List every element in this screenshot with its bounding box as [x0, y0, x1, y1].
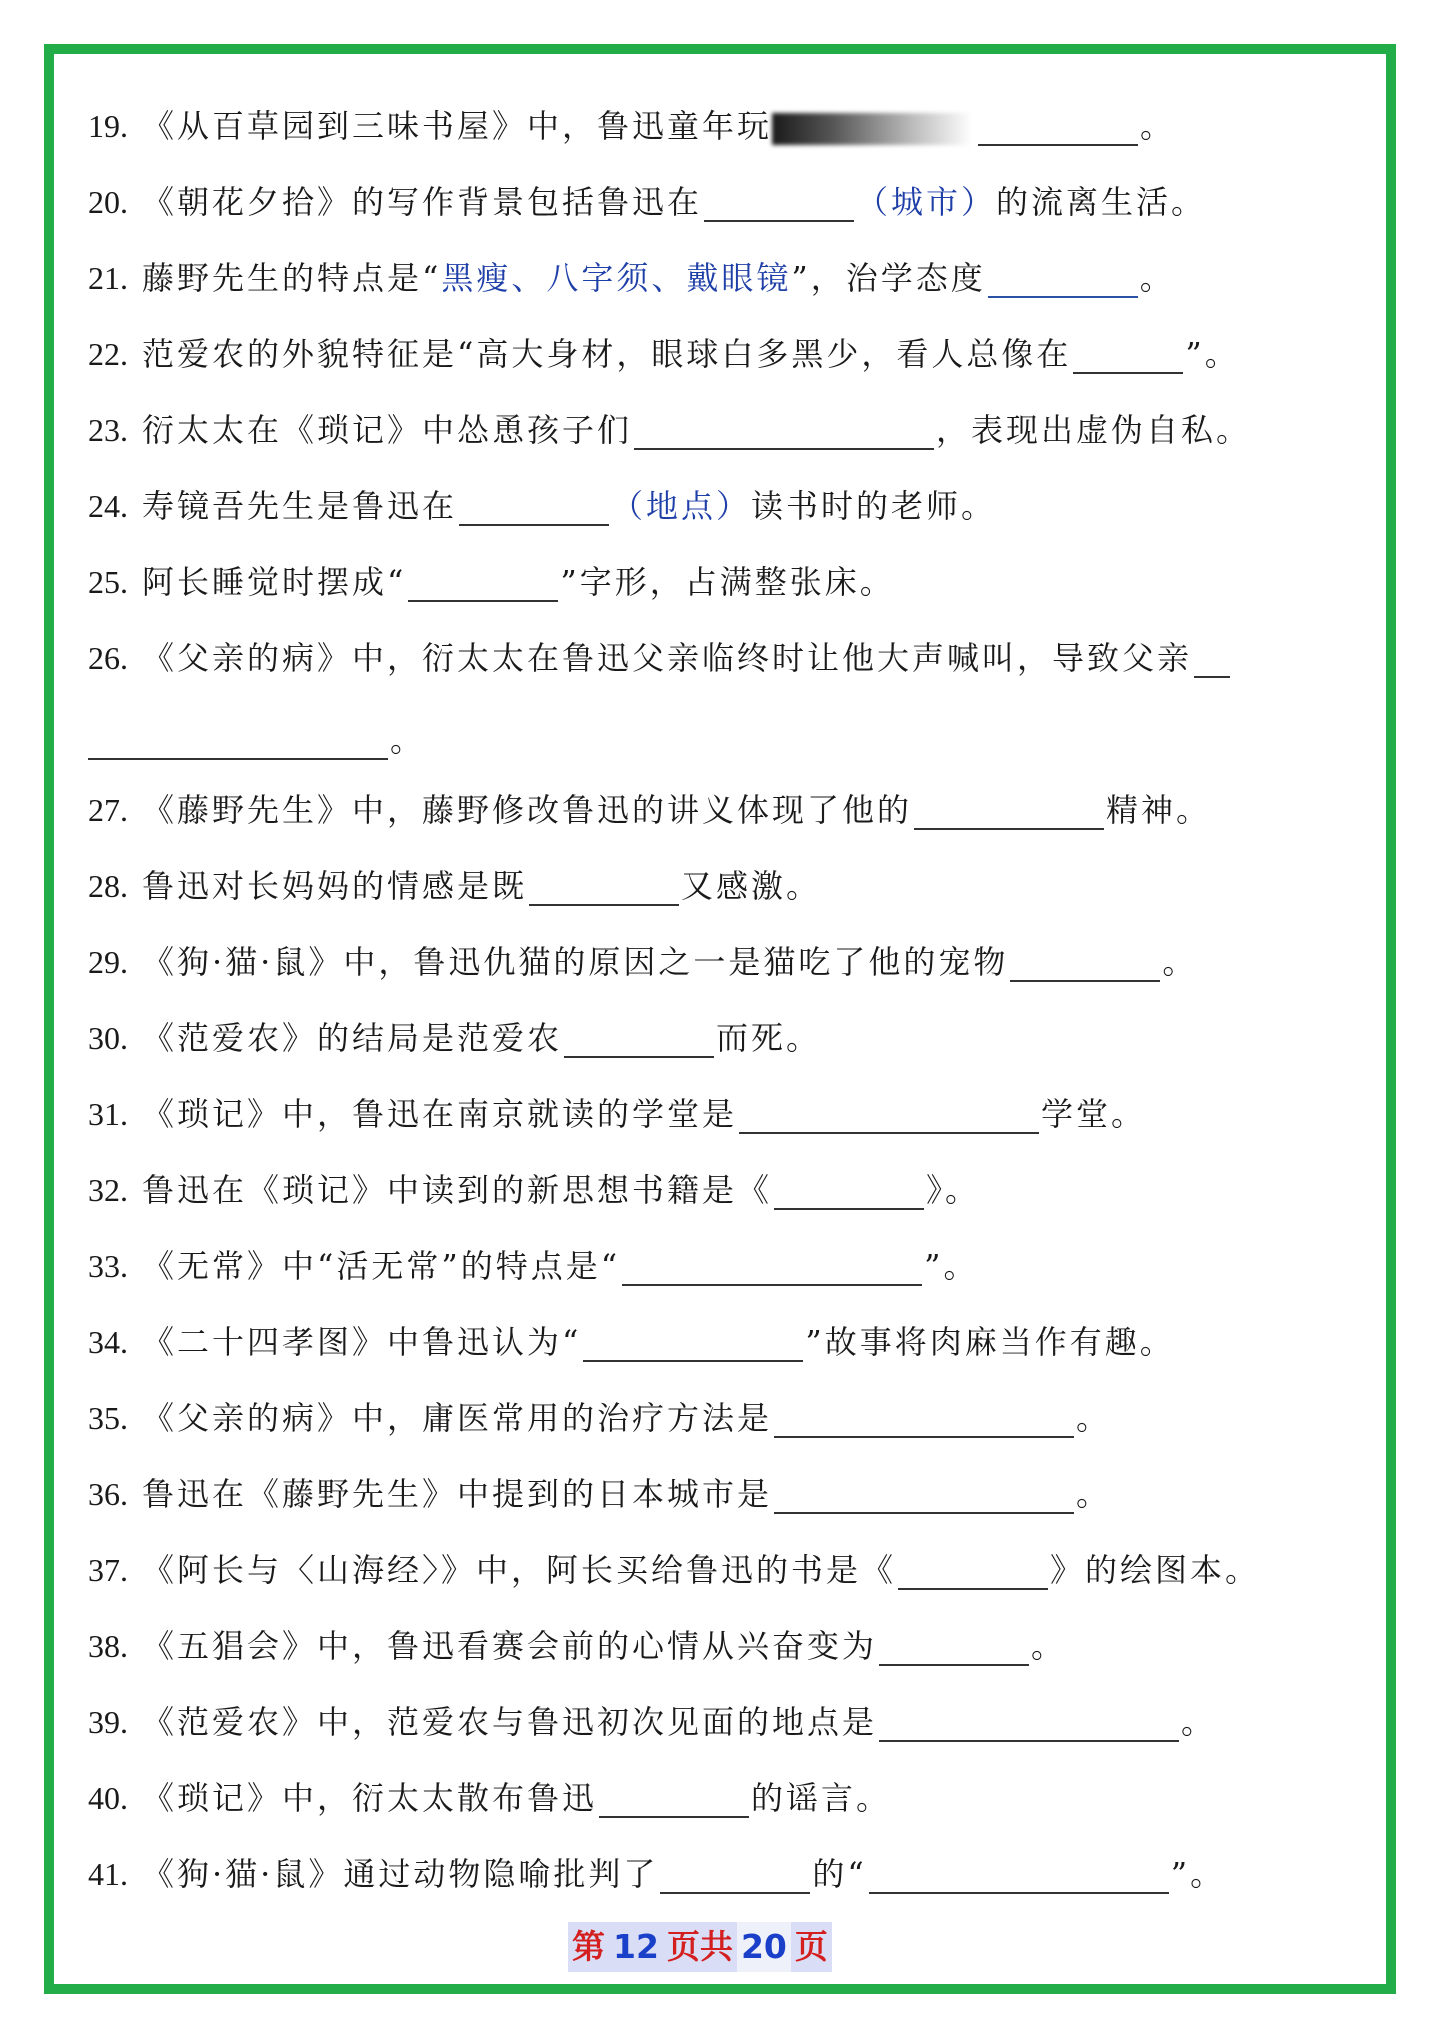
question-text-end: 。 [1181, 1703, 1217, 1741]
question-20 [88, 174, 1206, 230]
footer-page-number: 12 [609, 1922, 663, 1972]
question-26 [88, 630, 1232, 686]
question-text-end: 。 [390, 721, 423, 759]
question-number: 34. [88, 1324, 128, 1360]
question-text: 寿镜吾先生是鲁迅在 [142, 487, 458, 525]
question-text-end: ”。 [1185, 335, 1240, 373]
answer-blank[interactable] [1194, 636, 1230, 678]
question-text: 《狗·猫·鼠》通过动物隐喻批判了 [142, 1855, 659, 1893]
question-40 [88, 1770, 891, 1826]
footer-di: 第 [568, 1922, 609, 1972]
question-number: 28. [88, 868, 128, 904]
answer-blank[interactable] [634, 408, 934, 450]
question-text: 阿长睡觉时摆成“ [142, 563, 407, 601]
answer-blank[interactable] [459, 484, 609, 526]
question-26-continued [88, 712, 422, 768]
question-text-end: 。 [1140, 107, 1176, 145]
question-text-end: 。 [1162, 943, 1198, 981]
question-number: 29. [88, 944, 128, 980]
hint-text: （城市） [856, 183, 997, 221]
question-text-end: 又感激。 [681, 867, 822, 905]
question-text-end: 。 [1076, 1475, 1112, 1513]
question-number: 40. [88, 1780, 128, 1816]
question-text-end: 读书时的老师。 [751, 487, 997, 525]
question-number: 38. [88, 1628, 128, 1664]
question-36 [88, 1466, 1111, 1522]
question-number: 24. [88, 488, 128, 524]
hint-text: （地点） [611, 487, 752, 525]
question-text: 《父亲的病》中，庸医常用的治疗方法是 [142, 1399, 773, 1437]
question-31 [88, 1086, 1146, 1142]
answer-blank[interactable] [622, 1244, 922, 1286]
question-text-end: 。 [1031, 1627, 1067, 1665]
answer-blank[interactable] [599, 1776, 749, 1818]
answer-blank[interactable] [529, 864, 679, 906]
question-text: 藤野先生的特点是“ [142, 259, 442, 297]
question-text-end: 的流离生活。 [996, 183, 1207, 221]
footer-ye: 页 [791, 1922, 832, 1972]
question-text-end: ”。 [924, 1247, 979, 1285]
question-25 [88, 554, 895, 610]
answer-blank[interactable] [898, 1548, 1048, 1590]
question-39 [88, 1694, 1216, 1750]
question-text: 鲁迅对长妈妈的情感是既 [142, 867, 528, 905]
answer-blank[interactable] [774, 1396, 1074, 1438]
question-text-end: ”。 [1170, 1855, 1226, 1893]
question-number: 22. [88, 336, 128, 372]
question-number: 26. [88, 640, 128, 676]
page-footer [568, 1922, 832, 1972]
question-text: 《范爱农》的结局是范爱农 [142, 1019, 563, 1057]
question-text-end: 》。 [926, 1171, 981, 1209]
answer-blank[interactable] [88, 718, 388, 760]
answer-blank[interactable] [978, 104, 1138, 146]
answer-blank[interactable] [988, 256, 1138, 298]
question-24 [88, 478, 996, 534]
answer-blank[interactable] [879, 1624, 1029, 1666]
question-text: 范爱农的外貌特征是“高大身材，眼球白多黑少，看人总像在 [142, 335, 1072, 373]
question-text-mid: ”，治学态度 [791, 259, 986, 297]
question-38 [88, 1618, 1066, 1674]
question-text-end: ”字形，占满整张床。 [560, 563, 895, 601]
answer-blank[interactable] [914, 788, 1104, 830]
footer-ye-gong: 页共 [663, 1922, 737, 1972]
question-text: 《五猖会》中，鲁迅看赛会前的心情从兴奋变为 [142, 1627, 878, 1665]
question-text: 《从百草园到三味书屋》中，鲁迅童年玩 [142, 107, 773, 145]
question-29 [88, 934, 1197, 990]
question-text: 《琐记》中，衍太太散布鲁迅 [142, 1779, 598, 1817]
question-text-end: 》的绘图本。 [1050, 1551, 1261, 1589]
answer-blank[interactable] [774, 1472, 1074, 1514]
question-32 [88, 1162, 980, 1218]
answer-blank[interactable] [879, 1700, 1179, 1742]
question-number: 33. [88, 1248, 128, 1284]
question-text: 《琐记》中，鲁迅在南京就读的学堂是 [142, 1095, 738, 1133]
answer-blank[interactable] [869, 1852, 1169, 1894]
question-text: 衍太太在《琐记》中怂恿孩子们 [142, 411, 633, 449]
question-35 [88, 1390, 1111, 1446]
question-text-end: 。 [1139, 259, 1175, 297]
answer-blank[interactable] [704, 180, 854, 222]
question-text: 《阿长与〈山海经〉》中，阿长买给鲁迅的书是《 [142, 1551, 897, 1589]
question-19 [88, 98, 1175, 154]
question-37 [88, 1542, 1260, 1598]
question-41 [88, 1846, 1225, 1902]
question-text-end: 的谣言。 [751, 1779, 892, 1817]
question-number: 25. [88, 564, 128, 600]
question-number: 27. [88, 792, 128, 828]
question-text-end: 。 [1076, 1399, 1112, 1437]
question-text: 《范爱农》中，范爱农与鲁迅初次见面的地点是 [142, 1703, 878, 1741]
question-text: 《藤野先生》中，藤野修改鲁迅的讲义体现了他的 [142, 791, 913, 829]
question-number: 21. [88, 260, 128, 296]
question-text: 鲁迅在《藤野先生》中提到的日本城市是 [142, 1475, 773, 1513]
question-text-end: ”故事将肉麻当作有趣。 [805, 1323, 1175, 1361]
question-text: 《无常》中“活无常”的特点是“ [142, 1247, 621, 1285]
footer-total-pages: 20 [737, 1922, 791, 1972]
answer-blank[interactable] [1010, 940, 1160, 982]
answer-blank[interactable] [1073, 332, 1183, 374]
answer-blank[interactable] [660, 1852, 810, 1894]
question-number: 23. [88, 412, 128, 448]
redacted-region [772, 113, 972, 145]
question-number: 20. [88, 184, 128, 220]
question-text: 《父亲的病》中，衍太太在鲁迅父亲临终时让他大声喊叫，导致父亲 [142, 639, 1193, 677]
hint-text: 黑瘦、八字须、戴眼镜 [441, 259, 792, 297]
question-text: 鲁迅在《琐记》中读到的新思想书籍是《 [142, 1171, 773, 1209]
answer-blank[interactable] [564, 1016, 714, 1058]
question-27 [88, 782, 1211, 838]
question-34 [88, 1314, 1175, 1370]
question-text: 《狗·猫·鼠》中，鲁迅仇猫的原因之一是猫吃了他的宠物 [142, 943, 1009, 981]
question-28 [88, 858, 821, 914]
question-21 [88, 250, 1175, 306]
question-text-end: ，表现出虚伪自私。 [936, 411, 1252, 449]
question-text: 《朝花夕拾》的写作背景包括鲁迅在 [142, 183, 703, 221]
question-text-end: 精神。 [1106, 791, 1212, 829]
answer-blank[interactable] [408, 560, 558, 602]
question-22 [88, 326, 1240, 382]
question-text-mid: 的“ [812, 1855, 867, 1893]
question-33 [88, 1238, 978, 1294]
question-number: 41. [88, 1856, 128, 1892]
answer-blank[interactable] [774, 1168, 924, 1210]
question-number: 39. [88, 1704, 128, 1740]
question-number: 32. [88, 1172, 128, 1208]
question-number: 30. [88, 1020, 128, 1056]
question-text-end: 而死。 [716, 1019, 822, 1057]
question-number: 36. [88, 1476, 128, 1512]
question-number: 37. [88, 1552, 128, 1588]
question-30 [88, 1010, 821, 1066]
question-number: 19. [88, 108, 128, 144]
answer-blank[interactable] [739, 1092, 1039, 1134]
question-text: 《二十四孝图》中鲁迅认为“ [142, 1323, 582, 1361]
question-number: 35. [88, 1400, 128, 1436]
question-23 [88, 402, 1251, 458]
question-number: 31. [88, 1096, 128, 1132]
question-text-end: 学堂。 [1041, 1095, 1147, 1133]
answer-blank[interactable] [583, 1320, 803, 1362]
